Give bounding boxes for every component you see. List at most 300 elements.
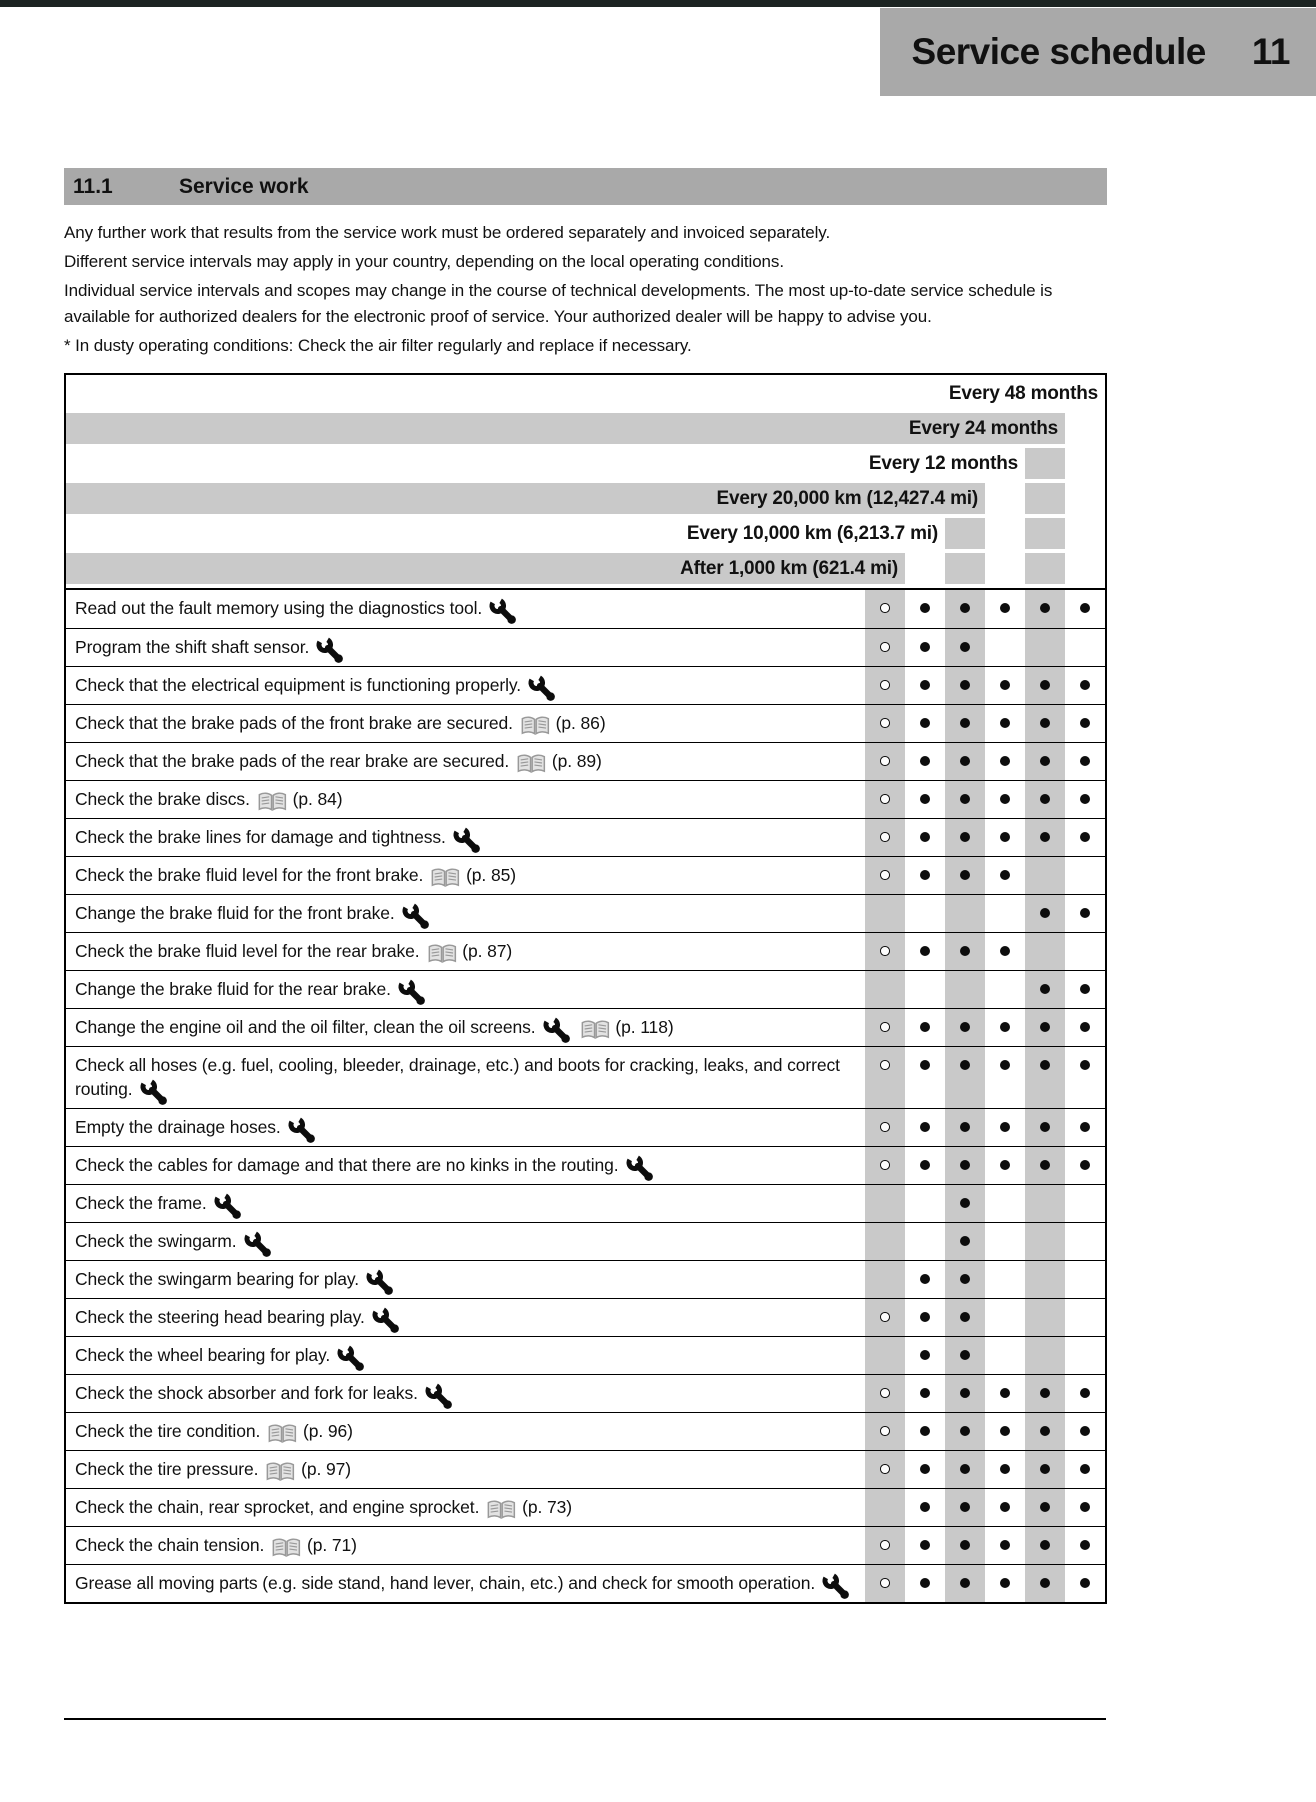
task-text: Check the swingarm bearing for play. bbox=[75, 1269, 359, 1289]
page-reference: (p. 118) bbox=[610, 1017, 674, 1037]
service-dot bbox=[960, 680, 970, 690]
page-header-title: Service schedule bbox=[911, 31, 1206, 72]
service-dot bbox=[960, 642, 970, 652]
service-dot bbox=[960, 1578, 970, 1588]
task-description bbox=[66, 1565, 865, 1602]
interval-cell bbox=[945, 895, 985, 932]
first-service-circle bbox=[880, 1122, 890, 1132]
service-dot bbox=[1000, 794, 1010, 804]
wrench-icon bbox=[453, 826, 483, 856]
service-dot bbox=[1040, 1122, 1050, 1132]
interval-cell bbox=[905, 1527, 945, 1564]
service-dot bbox=[920, 1022, 930, 1032]
interval-cell bbox=[945, 781, 985, 818]
table-row bbox=[66, 1564, 1105, 1602]
task-text: Empty the drainage hoses. bbox=[75, 1117, 281, 1137]
interval-cell bbox=[985, 1185, 1025, 1222]
first-service-circle bbox=[880, 718, 890, 728]
interval-cell bbox=[1065, 1527, 1105, 1564]
interval-cell bbox=[1025, 667, 1065, 704]
interval-column-cell bbox=[1065, 483, 1105, 514]
service-dot bbox=[960, 870, 970, 880]
book-icon bbox=[427, 943, 457, 966]
page-content bbox=[64, 168, 1107, 1720]
service-dot bbox=[1000, 1060, 1010, 1070]
interval-column-cell bbox=[985, 553, 1025, 584]
interval-cell bbox=[865, 1375, 905, 1412]
service-dot bbox=[1000, 870, 1010, 880]
interval-cell bbox=[945, 1009, 985, 1046]
interval-cell bbox=[905, 1565, 945, 1602]
interval-cell bbox=[1065, 933, 1105, 970]
task-text: Program the shift shaft sensor. bbox=[75, 637, 310, 657]
interval-cell bbox=[985, 1565, 1025, 1602]
interval-cell bbox=[945, 1413, 985, 1450]
interval-cell bbox=[945, 1299, 985, 1336]
wrench-icon bbox=[288, 1116, 318, 1146]
interval-cell bbox=[985, 1299, 1025, 1336]
service-dot bbox=[1000, 1502, 1010, 1512]
service-dot bbox=[960, 1022, 970, 1032]
interval-cell bbox=[905, 1223, 945, 1260]
interval-label: After 1,000 km (621.4 mi) bbox=[680, 557, 898, 579]
first-service-circle bbox=[880, 1060, 890, 1070]
interval-cell bbox=[1025, 1451, 1065, 1488]
first-service-circle bbox=[880, 1426, 890, 1436]
interval-cell bbox=[905, 1413, 945, 1450]
interval-cell bbox=[905, 1375, 945, 1412]
book-icon bbox=[516, 753, 546, 776]
interval-cell bbox=[985, 1451, 1025, 1488]
service-dot bbox=[1000, 1160, 1010, 1170]
interval-cell bbox=[1025, 1047, 1065, 1108]
interval-cell bbox=[905, 1299, 945, 1336]
service-dot bbox=[920, 1578, 930, 1588]
task-text: Change the brake fluid for the front brake. bbox=[75, 903, 395, 923]
interval-band bbox=[66, 378, 1105, 409]
interval-cell bbox=[985, 1223, 1025, 1260]
service-dot bbox=[920, 1312, 930, 1322]
table-row bbox=[66, 1298, 1105, 1336]
service-dot bbox=[1080, 680, 1090, 690]
task-description bbox=[66, 1147, 865, 1184]
task-description bbox=[66, 1109, 865, 1146]
service-dot bbox=[960, 1502, 970, 1512]
interval-header-row bbox=[66, 448, 1105, 479]
table-row bbox=[66, 1412, 1105, 1450]
service-dot bbox=[920, 1274, 930, 1284]
interval-cell bbox=[1025, 857, 1065, 894]
interval-cell bbox=[1025, 781, 1065, 818]
interval-cell bbox=[945, 1223, 985, 1260]
task-text: Check the cables for damage and that there are no kinks in the routing. bbox=[75, 1155, 619, 1175]
top-accent-bar bbox=[0, 0, 1316, 7]
page-reference: (p. 73) bbox=[517, 1497, 572, 1517]
interval-cell bbox=[905, 629, 945, 666]
task-text: Check the chain, rear sprocket, and engine sprocket. bbox=[75, 1497, 480, 1517]
interval-cell bbox=[905, 781, 945, 818]
interval-cell bbox=[1025, 1147, 1065, 1184]
interval-cell bbox=[1065, 1047, 1105, 1108]
task-description bbox=[66, 1527, 865, 1564]
interval-cell bbox=[945, 819, 985, 856]
service-dot bbox=[960, 832, 970, 842]
task-text: Check that the brake pads of the front brake are secured. bbox=[75, 713, 513, 733]
wrench-icon bbox=[528, 674, 558, 704]
interval-cell bbox=[985, 629, 1025, 666]
interval-cell bbox=[905, 590, 945, 628]
interval-header-row bbox=[66, 483, 1105, 514]
interval-column-cell bbox=[985, 518, 1025, 549]
service-dot bbox=[1000, 1540, 1010, 1550]
table-row bbox=[66, 704, 1105, 742]
service-dot bbox=[1080, 1464, 1090, 1474]
interval-cell bbox=[865, 1223, 905, 1260]
task-text: Change the brake fluid for the rear brake. bbox=[75, 979, 391, 999]
interval-cell bbox=[1025, 971, 1065, 1008]
page-reference: (p. 85) bbox=[461, 865, 516, 885]
page-reference: (p. 84) bbox=[287, 789, 343, 809]
service-dot bbox=[920, 1350, 930, 1360]
wrench-icon bbox=[398, 978, 428, 1008]
first-service-circle bbox=[880, 832, 890, 842]
service-dot bbox=[960, 1198, 970, 1208]
service-dot bbox=[1080, 1060, 1090, 1070]
task-description bbox=[66, 1413, 865, 1450]
first-service-circle bbox=[880, 794, 890, 804]
interval-cell bbox=[905, 1047, 945, 1108]
service-dot bbox=[1040, 908, 1050, 918]
first-service-circle bbox=[880, 680, 890, 690]
wrench-icon bbox=[214, 1192, 244, 1222]
interval-cell bbox=[985, 705, 1025, 742]
service-dot bbox=[960, 1236, 970, 1246]
interval-band bbox=[66, 518, 945, 549]
interval-cell bbox=[985, 1109, 1025, 1146]
service-dot bbox=[1000, 680, 1010, 690]
book-icon bbox=[265, 1461, 295, 1484]
page-reference: (p. 87) bbox=[457, 941, 513, 961]
service-dot bbox=[920, 1464, 930, 1474]
service-dot bbox=[1040, 1022, 1050, 1032]
footer-rule bbox=[64, 1718, 1106, 1720]
wrench-icon bbox=[489, 597, 519, 627]
page-reference: (p. 86) bbox=[550, 713, 606, 733]
interval-column-cell bbox=[945, 553, 985, 584]
interval-cell bbox=[1025, 1413, 1065, 1450]
interval-cell bbox=[985, 895, 1025, 932]
interval-label: Every 10,000 km (6,213.7 mi) bbox=[686, 522, 938, 544]
interval-cell bbox=[945, 1527, 985, 1564]
interval-cell bbox=[865, 667, 905, 704]
service-dot bbox=[1040, 756, 1050, 766]
service-dot bbox=[960, 1312, 970, 1322]
interval-cell bbox=[1025, 1527, 1065, 1564]
interval-cell bbox=[865, 1109, 905, 1146]
service-dot bbox=[1080, 1502, 1090, 1512]
interval-cell bbox=[1065, 667, 1105, 704]
interval-cell bbox=[985, 1009, 1025, 1046]
interval-cell bbox=[905, 857, 945, 894]
interval-cell bbox=[945, 1261, 985, 1298]
interval-cell bbox=[865, 705, 905, 742]
service-dot bbox=[920, 870, 930, 880]
interval-cell bbox=[1025, 1565, 1065, 1602]
interval-cell bbox=[985, 1375, 1025, 1412]
interval-column-cell bbox=[1025, 448, 1065, 479]
interval-cell bbox=[1025, 1223, 1065, 1260]
interval-band bbox=[66, 483, 985, 514]
interval-cell bbox=[945, 1109, 985, 1146]
service-dot bbox=[920, 1426, 930, 1436]
service-dot bbox=[960, 718, 970, 728]
interval-cell bbox=[1025, 705, 1065, 742]
table-row bbox=[66, 1046, 1105, 1108]
service-dot bbox=[1040, 1502, 1050, 1512]
interval-column-cell bbox=[1025, 553, 1065, 584]
interval-cell bbox=[1065, 1375, 1105, 1412]
service-dot bbox=[1040, 984, 1050, 994]
interval-cell bbox=[1025, 1109, 1065, 1146]
service-dot bbox=[960, 1160, 970, 1170]
interval-column-cell bbox=[1065, 413, 1105, 444]
interval-cell bbox=[1025, 1009, 1065, 1046]
table-row bbox=[66, 932, 1105, 970]
table-row bbox=[66, 856, 1105, 894]
service-dot bbox=[920, 1540, 930, 1550]
task-description bbox=[66, 895, 865, 932]
table-row bbox=[66, 666, 1105, 704]
table-row bbox=[66, 970, 1105, 1008]
task-description bbox=[66, 1451, 865, 1488]
task-description bbox=[66, 667, 865, 704]
table-row bbox=[66, 818, 1105, 856]
wrench-icon bbox=[402, 902, 432, 932]
interval-band bbox=[66, 448, 1025, 479]
interval-column-cell bbox=[945, 518, 985, 549]
interval-cell bbox=[1065, 629, 1105, 666]
interval-cell bbox=[1065, 1185, 1105, 1222]
task-text: Check that the brake pads of the rear brake are secured. bbox=[75, 751, 510, 771]
service-schedule-table bbox=[64, 373, 1107, 1604]
interval-cell bbox=[905, 1261, 945, 1298]
page-reference: (p. 71) bbox=[302, 1535, 357, 1555]
service-dot bbox=[1040, 1578, 1050, 1588]
wrench-icon bbox=[140, 1078, 170, 1108]
interval-cell bbox=[865, 1565, 905, 1602]
task-text: Grease all moving parts (e.g. side stand, hand lever, chain, etc.) and check for smooth operation. bbox=[75, 1573, 816, 1593]
interval-cell bbox=[865, 1047, 905, 1108]
service-dot bbox=[1000, 756, 1010, 766]
interval-cell bbox=[1065, 971, 1105, 1008]
interval-header bbox=[66, 375, 1105, 584]
service-dot bbox=[1000, 1426, 1010, 1436]
service-dot bbox=[960, 1060, 970, 1070]
interval-band bbox=[66, 553, 905, 584]
first-service-circle bbox=[880, 870, 890, 880]
task-description bbox=[66, 1185, 865, 1222]
interval-cell bbox=[945, 629, 985, 666]
interval-cell bbox=[1065, 1147, 1105, 1184]
interval-cell bbox=[985, 1489, 1025, 1526]
interval-column-cell bbox=[1025, 518, 1065, 549]
task-description bbox=[66, 781, 865, 818]
interval-cell bbox=[865, 1527, 905, 1564]
interval-cell bbox=[945, 705, 985, 742]
service-dot bbox=[960, 603, 970, 613]
service-dot bbox=[960, 1464, 970, 1474]
service-dot bbox=[1080, 908, 1090, 918]
interval-cell bbox=[865, 1337, 905, 1374]
service-dot bbox=[920, 946, 930, 956]
interval-cell bbox=[1025, 1261, 1065, 1298]
interval-cell bbox=[1065, 1337, 1105, 1374]
interval-cell bbox=[905, 667, 945, 704]
task-text: Check the chain tension. bbox=[75, 1535, 265, 1555]
interval-column-cell bbox=[985, 483, 1025, 514]
task-text: Check the tire pressure. bbox=[75, 1459, 259, 1479]
interval-cell bbox=[945, 1337, 985, 1374]
service-dot bbox=[1080, 1388, 1090, 1398]
interval-cell bbox=[1065, 819, 1105, 856]
service-dot bbox=[1040, 1388, 1050, 1398]
interval-cell bbox=[1065, 781, 1105, 818]
paragraph: Individual service intervals and scopes may change in the course of technical developments. The most up-to-date service schedule is available for authorized dealers for the electronic proof of service. Your authorized dealer will be happy to advise you. bbox=[64, 281, 1053, 326]
interval-column-cell bbox=[1065, 448, 1105, 479]
interval-cell bbox=[945, 933, 985, 970]
paragraph: Any further work that results from the service work must be ordered separately and invoiced separately. bbox=[64, 223, 831, 242]
interval-cell bbox=[905, 1009, 945, 1046]
service-dot bbox=[920, 603, 930, 613]
interval-label: Every 12 months bbox=[868, 452, 1018, 474]
first-service-circle bbox=[880, 1312, 890, 1322]
service-dot bbox=[920, 642, 930, 652]
paragraph: * In dusty operating conditions: Check the air filter regularly and replace if necessary. bbox=[64, 336, 692, 355]
service-dot bbox=[960, 1540, 970, 1550]
interval-cell bbox=[985, 971, 1025, 1008]
interval-cell bbox=[985, 1337, 1025, 1374]
interval-cell bbox=[945, 743, 985, 780]
first-service-circle bbox=[880, 1578, 890, 1588]
interval-cell bbox=[1065, 1413, 1105, 1450]
service-dot bbox=[1080, 1578, 1090, 1588]
first-service-circle bbox=[880, 1464, 890, 1474]
task-text: Check that the electrical equipment is functioning properly. bbox=[75, 675, 522, 695]
service-dot bbox=[1080, 832, 1090, 842]
interval-cell bbox=[945, 1185, 985, 1222]
task-description bbox=[66, 1047, 865, 1108]
interval-cell bbox=[905, 819, 945, 856]
service-dot bbox=[960, 1350, 970, 1360]
service-dot bbox=[920, 832, 930, 842]
service-dot bbox=[960, 756, 970, 766]
interval-cell bbox=[865, 1147, 905, 1184]
task-description bbox=[66, 1009, 865, 1046]
interval-cell bbox=[985, 743, 1025, 780]
table-row bbox=[66, 1108, 1105, 1146]
paragraph: Different service intervals may apply in your country, depending on the local operating conditions. bbox=[64, 252, 784, 271]
service-dot bbox=[920, 1502, 930, 1512]
first-service-circle bbox=[880, 1540, 890, 1550]
interval-cell bbox=[985, 819, 1025, 856]
interval-cell bbox=[945, 1451, 985, 1488]
interval-cell bbox=[1025, 590, 1065, 628]
service-dot bbox=[1040, 1464, 1050, 1474]
section-number: 11.1 bbox=[73, 174, 113, 198]
wrench-icon bbox=[425, 1382, 455, 1412]
task-description bbox=[66, 1375, 865, 1412]
interval-cell bbox=[1065, 1009, 1105, 1046]
table-row bbox=[66, 1450, 1105, 1488]
service-dot bbox=[960, 1388, 970, 1398]
wrench-icon bbox=[626, 1154, 656, 1184]
task-text: Check the steering head bearing play. bbox=[75, 1307, 365, 1327]
interval-cell bbox=[865, 1261, 905, 1298]
book-icon bbox=[580, 1019, 610, 1042]
task-description bbox=[66, 705, 865, 742]
task-text: Change the engine oil and the oil filter, clean the oil screens. bbox=[75, 1017, 536, 1037]
interval-cell bbox=[1025, 1337, 1065, 1374]
service-dot bbox=[1000, 946, 1010, 956]
service-dot bbox=[1040, 832, 1050, 842]
task-description bbox=[66, 1299, 865, 1336]
interval-cell bbox=[865, 1413, 905, 1450]
service-dot bbox=[1040, 794, 1050, 804]
interval-cell bbox=[945, 1047, 985, 1108]
interval-cell bbox=[985, 1527, 1025, 1564]
table-row bbox=[66, 742, 1105, 780]
interval-cell bbox=[905, 1109, 945, 1146]
interval-cell bbox=[945, 1565, 985, 1602]
book-icon bbox=[486, 1499, 516, 1522]
task-description bbox=[66, 857, 865, 894]
service-dot bbox=[1040, 603, 1050, 613]
interval-cell bbox=[1025, 933, 1065, 970]
service-dot bbox=[1040, 680, 1050, 690]
interval-header-row bbox=[66, 378, 1105, 409]
service-dot bbox=[1040, 1060, 1050, 1070]
interval-cell bbox=[865, 895, 905, 932]
task-text: Check the brake fluid level for the rear brake. bbox=[75, 941, 420, 961]
service-dot bbox=[1000, 1578, 1010, 1588]
table-row bbox=[66, 780, 1105, 818]
interval-cell bbox=[985, 781, 1025, 818]
first-service-circle bbox=[880, 603, 890, 613]
task-description bbox=[66, 1261, 865, 1298]
service-dot bbox=[960, 1426, 970, 1436]
service-dot bbox=[1000, 1464, 1010, 1474]
interval-cell bbox=[985, 590, 1025, 628]
service-dot bbox=[1000, 1122, 1010, 1132]
interval-cell bbox=[985, 1413, 1025, 1450]
task-text: Check the tire condition. bbox=[75, 1421, 261, 1441]
wrench-icon bbox=[822, 1572, 852, 1602]
service-dot bbox=[1080, 1122, 1090, 1132]
interval-cell bbox=[865, 819, 905, 856]
interval-cell bbox=[1025, 1185, 1065, 1222]
service-dot bbox=[1000, 718, 1010, 728]
service-dot bbox=[960, 794, 970, 804]
interval-cell bbox=[865, 933, 905, 970]
interval-cell bbox=[1065, 743, 1105, 780]
service-dot bbox=[1040, 1426, 1050, 1436]
task-rows bbox=[66, 588, 1105, 1602]
task-description bbox=[66, 933, 865, 970]
wrench-icon bbox=[316, 636, 346, 666]
task-description bbox=[66, 1337, 865, 1374]
task-text: Check the swingarm. bbox=[75, 1231, 237, 1251]
interval-cell bbox=[1065, 590, 1105, 628]
